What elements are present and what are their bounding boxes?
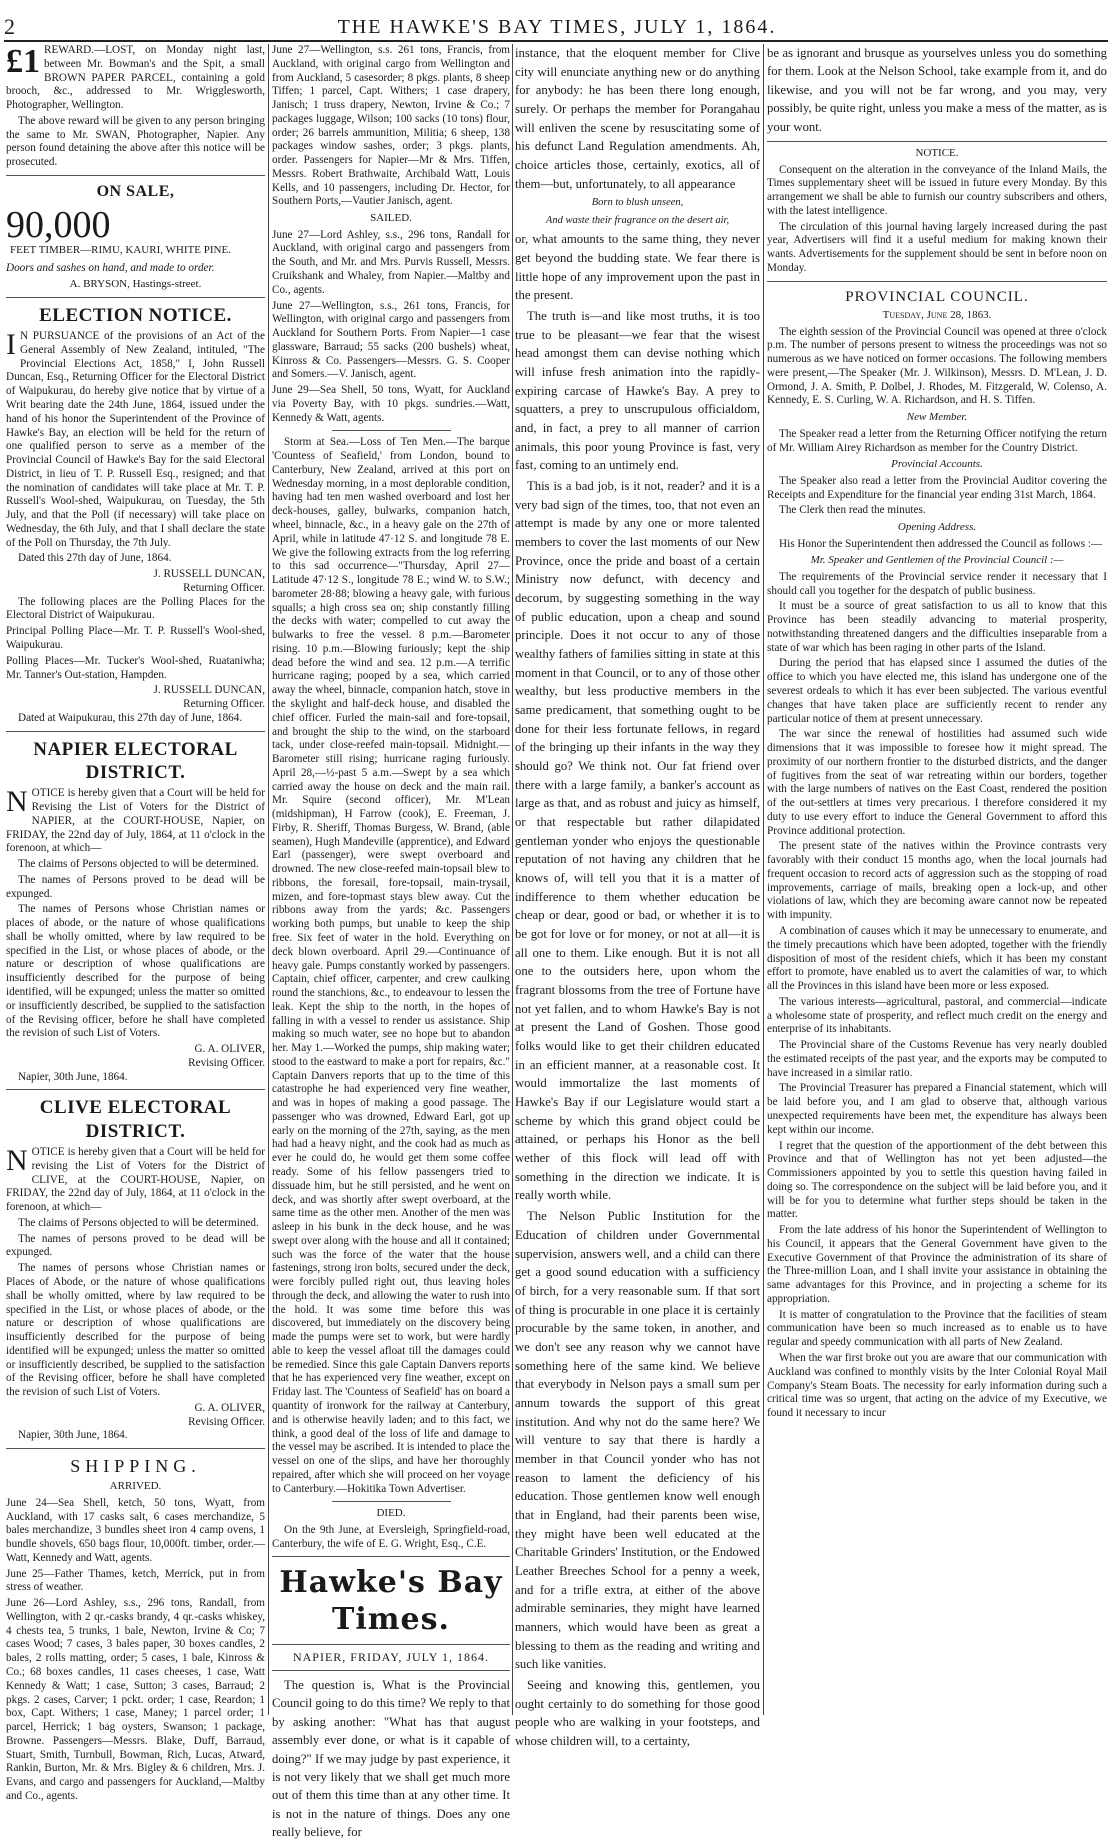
sailed-heading: SAILED.	[370, 212, 412, 225]
election-body-text: N PURSUANCE of the provisions of an Act of the General Assembly of New Zealand, intituled, "The Provincial Elections Act, 1858," I, John Russell Duncan, Esq., Returning Officer for the Electoral District of Waipukurau, do hereby give notice that by virtue of a Writ bearing date the 24th June, 1864, issued under the hand of his honor the Superintendent of the Province of Hawke's Bay, an election will be held for the return of one qualified person to serve as a member of the Provincial Council of Hawke's Bay for the said Electoral District, in lieu of T. P. Russell Esq., resigned; and that the nomination of candidates will take place at Mr. T. P. Russell's Wool-shed, Waipukurau, on Tuesday, the 5th July, and that the Poll (if necessary) will take place on Wednesday, the 6th July, and that I shall declare the state of the Poll on Thursday, the 7th July.	[6, 330, 265, 549]
clive-p3: The names of persons proved to be dead will be expunged.	[6, 1232, 265, 1259]
notice-text-2: The circulation of this journal having largely increased during the past year, Advertisers will find it a useful medium for making known their wants. Advertisements for the supplement should be sent in before noon on Monday.	[767, 220, 1107, 274]
editorial-dateline: NAPIER, FRIDAY, JULY 1, 1864.	[292, 1650, 490, 1665]
council-p: The requirements of the Provincial service render it necessary that I should call you together for the despatch of public business.	[767, 570, 1107, 597]
clive-signature: G. A. OLIVER,	[194, 1401, 265, 1414]
doors-text: Doors and sashes on hand, and made to order.	[6, 261, 215, 274]
election-signature: J. RUSSELL DUNCAN,	[153, 568, 265, 581]
divider	[6, 1089, 265, 1090]
died-notice: On the 9th June, at Eversleigh, Springfield-road, Canterbury, the wife of E. G. Wright, Esq., C.E.	[272, 1523, 510, 1550]
sailed-entry: June 27—Lord Ashley, s.s., 296 tons, Randall for Auckland, with original cargo and passengers from the South, and Mr. and Mrs. Purvis Russell, Messrs. Cruikshank and Whaley, from Napier.—Maltby and Co., agents.	[272, 228, 510, 296]
clive-p1-text: OTICE is hereby given that a Court will be held for revising the List of Voters for the District of CLIVE, at the COURT-HOUSE, Napier, on FRIDAY, the 22nd day of July, 1864, at 11 o'clock in the forenoon, at which—	[6, 1146, 265, 1214]
polling-places: Polling Places—Mr. Tucker's Wool-shed, Ruataniwha; Mr. Tanner's Out-station, Hampden.	[6, 654, 265, 681]
editorial-p1: instance, that the eloquent member for Clive city will enunciate anything new or do anything for anybody: he has been there long enough, surely. Or perhaps the member for Porangahau will enliven the scene by resuscitating some of his defunct Land Regulation amendments. Ah, choice articles those, certainly, exotics, all of them—but, unfortunately, to all appearance	[515, 46, 760, 191]
council-p: When the war first broke out you are aware that our communication with Auckland was confined to monthly visits by the Inter Colonial Royal Mail Company's Steam Boats. The necessity for early information during such a critical time was so urgent, that acting on the advice of my Executive, we found it necessary to incur	[767, 1351, 1107, 1420]
column-divider	[268, 44, 269, 1715]
shipping-entry: June 26—Lord Ashley, s.s., 296 tons, Randall, from Wellington, with 2 qr.-casks brandy, 4 qr.-casks whiskey, 4 chests tea, 5 trunks, 1 bale, Newton, Irvine & Co; 7 cases Wood; 7 cases, 3 bales paper, 30 boxes candles, 2 bales, 2 rolls matting, order; 5 cases, 1 bale, Kinross & Co.; 68 boxes candles, 11 cases cheeses, 1 case, Watt Kennedy & Watt; 1 case, Sutton; 3 cases, Barraud; 2 pkgs. 2 cases, Carver; 1 pckt. order; 1 case, Reardon; 1 box, Capt. Withers; 1 case, Maney; 1 parcel order; 1 parcel, Herrick; 1 bag oysters, Swanson; 1 package, Browne. Passengers—Messrs. Blake, Duff, Barraud, Stuart, Smith, Turnbull, Bowman, Rich, Lucas, Atward, Rankin, Burton, Mr. & Mrs. Bigley & 6 children, Mrs. J. Evans, and cargo and passengers for Auckland,—Maltby and Co., agents.	[6, 1597, 265, 1802]
editorial-p3: The truth is—and like most truths, it is too true to be pleasant—we fear that the wisest head amongst them can devise nothing which will infuse fresh animation into the rapidly-expiring carcase of Hawke's Bay. A prey to squatters, a prey to unscrupulous officialdom, and, in fact, a prey to all manner of carrion animals, this poor young Province is fast, very fast, coming to an untimely end.	[515, 308, 760, 473]
dropcap-n: N	[6, 1144, 28, 1178]
clive-p2: The claims of Persons objected to will be determined.	[18, 1216, 259, 1229]
napier-notice	[6, 738, 265, 1085]
council-p: The Provincial Treasurer has prepared a Financial statement, which will be laid before you, and I am glad to observe that, although various unexpected requirements have been met, the expenditure has always been kept within our income.	[767, 1082, 1107, 1136]
election-heading: ELECTION NOTICE.	[39, 304, 232, 326]
editorial-end: be as ignorant and brusque as yourselves unless you do something for them. Look at the Nelson School, take example from it, and do likewise, and you will not be far wrong, and you may, very possibly, be quite right, unless you make a mess of the matter, as is your wont.	[767, 46, 1107, 134]
council-salutation: Mr. Speaker and Gentlemen of the Provincial Council :—	[810, 554, 1064, 567]
column-4	[767, 44, 1107, 1715]
napier-p1-text: OTICE is hereby given that a Court will be held for Revising the List of Voters for the District of NAPIER, at the COURT-HOUSE, Napier, on FRIDAY, the 22nd day of July, 1864, at 11 o'clock in the forenoon, at which—	[6, 787, 265, 855]
divider	[767, 281, 1107, 282]
reward-text-2: The above reward will be given to any person bringing the same to Mr. SWAN, Photographer, Napier. Any person found detaining the above after this notice will be prosecuted.	[6, 114, 265, 169]
divider	[332, 430, 451, 431]
reward-text: REWARD.—LOST, on Monday night last, between Mr. Bowman's and the Spit, a small BROWN PAPER PARCEL, containing a gold brooch, &c., addressed to Mr. Wrigglesworth, Photographer, Wellington.	[6, 44, 265, 112]
council-p: His Honor the Superintendent then addressed the Council as follows :—	[779, 537, 1103, 550]
editorial-p5: The Nelson Public Institution for the Education of children under Governmental supervision, answers well, and a child can there get a good sound education with a sufficiency of birch, for a very reasonable sum. If that sort of thing is procurable in one place it is certainly procurable by the same token, in another, and we don't see any reason why we cannot have something here of the same kind. We believe that everybody in Nelson pays a small sum per annum towards the support of this great institution. And why not do the same here? We will venture to say that there is hardly a member in that Council yonder who has not reason to lament the deficiency of his education. Those gentlemen know well enough that in England, had their parents been wise, they might have been well educated at the Charitable Grinders' Institution, or the Endowed Leather Breeches School for a penny a week, and for a trifle extra, at either of the above admirable seminaries, they might have learned manners, which would have been as great a blessing to them as the reading and writing and such like vanities.	[515, 1209, 760, 1672]
council-subhead: Opening Address.	[897, 521, 977, 534]
newspaper-nameplate: Hawke's Bay Times.	[279, 1565, 503, 1638]
election-body	[6, 330, 265, 550]
council-p: The Speaker also read a letter from the Provincial Auditor covering the Receipts and Expenditure for the financial year ending 31st March, 1864.	[767, 474, 1107, 501]
seller-name: A. BRYSON, Hastings-street.	[69, 278, 202, 291]
on-sale-ad	[6, 182, 265, 292]
council-p: It is matter of congratulation to the Province that the facilities of steam communication have been so much increased as to enable us to have regular and speedy communication with all parts of New Zealand.	[767, 1308, 1107, 1349]
napier-p2: The claims of Persons objected to will be determined.	[18, 858, 259, 871]
divider	[6, 731, 265, 732]
clive-role: Revising Officer.	[188, 1415, 265, 1428]
timber-quantity: 90,000	[6, 203, 111, 246]
storm-article: Storm at Sea.—Loss of Ten Men.—The barque 'Countess of Seafield,' from London, bound to Canterbury, New Zealand, arrived at this port on Wednesday morning, in a most deplorable condition, having had ten men washed overboard and lost her deck-houses, galley, bulwarks, companion hatch, wheel, binnacle, &c., in a heavy gale on the 27th of April, while in latitude 47·12 S. and longitude 78 E. We give the following extracts from the log referring to this sad occurrence—"Thursday, April 27—Latitude 47·12 S., longitude 78 E.; wind W. to S.W.; barometer 28·88; blowing a heavy gale, with furious squalls; a high cross sea on; ship constantly filling the decks with water; compelled to cut away the bulwarks to free the vessel. 8 p.m.—Barometer rising. 10 p.m.—Blowing furiously; kept the ship dead before the wind and sea. 12 p.m.—A terrific hurricane raging; pooped by a sea, which carried away the wheel, binnacle, companion hatch, stove in the skylight and half-deck house, and disabled the chief officer. Furled the main-sail and fore-topsail, and brought the ship to the wind, on the starboard tack, under close-reefed main-topsail. Midnight.—Barometer still rising; hurricane raging furiously. April 28,—½-past 5 a.m.—Swept by a sea which carried away the house on deck and the main rail. Mr. Squire (second officer), Mr. M'Lean (midshipman), H Farrow (cook), E. Freeman, J. Firby, R. Sheriff, Thomas Burgess, W. Brand, (able seamen), Hugh Mandeville (apprentice), and Edward Earl (passenger), were swept overboard and drowned. The new close-reefed main-topsail blew to ribbons, the foresail, fore-topsail, main-trysail, mizen, and fore-topmast stays blew away. Cut the ribbons away from the yards; &c. Passengers working both pumps, but unable to keep the ship free. Six feet of water in the hold. Everything on deck blown overboard. April 29.—Continuance of heavy gale. Pumps constantly worked by passengers. Captain, chief officer, carpenter, and crew caulking round the stanchions, &c., to endeavour to lessen the leak. Kept the ship to the north, in the hopes of falling in with a vessel to render us assistance. Ship making so much water, see no hope but to abandon her. May 1.—Worked the pumps, ship making water; stood to the eastward to make a port for repairs, &c." Captain Danvers reports that up to the time of this catastrophe he had experienced very fine weather, and was in hopes of making a good passage. The passenger who was drowned, Edward Earl, got up early on the morning of the 27th, saying, as the men had had a heavy night, and the cook had as much as ever he could do, he would get them some coffee ready. Some of his fellow passengers tried to dissuade him, but he still persisted, and he went on deck, and was shortly after swept overboard, at the same time as the other men. Another of the men was asleep in his bunk in the deck house, and he was swept over along with the house and all it contained; such was the force of the water that the house fastenings, strong iron bolts, secured under the deck, were forcibly pulled right out, thus leaving holes through the deck, and allowing the water to rush into the hold. It was some time before this was discovered, but immediately on the discovery being made the pumps were set to work, but were hardly able to keep the vessel afloat till the damages could be remedied. Since this gale Captain Danvers reports that he has experienced very fine weather, except on Friday last. The 'Countess of Seafield' has on board a quantity of ironwork for the railway at Canterbury, and is otherwise heavily laden; and to this fact, we think, a good deal of the loss of life and damage to the vessel may be ascribed. It is intended to place the vessel on one of the slips, and have her thoroughly repaired, after which she will proceed on her voyage to Canterbury.—Hokitika Town Advertiser.	[272, 436, 510, 1495]
council-p: From the late address of his honor the Superintendent of Wellington to his Council, it appears that the General Government have given to the Executive Government of that Province the administration of its share of the Three-million Loan, and I shall invite your assistance in obtaining the same advantages for this Province, and in projecting a scheme for its appropriation.	[767, 1224, 1107, 1305]
napier-signature: G. A. OLIVER,	[194, 1043, 265, 1056]
divider	[6, 175, 265, 176]
election-dated-2: Dated at Waipukurau, this 27th day of June, 1864.	[18, 711, 243, 724]
napier-p4: The names of Persons whose Christian names or places of abode, or the nature of whose qualifications shall be wholly omitted, where by law required to be specified in the List, or whose places of abode, or the nature or description of whose qualifications are insufficiently described for the purpose of being identified, will be expunged; unless the matter so omitted or insufficiently described, be supplied to the satisfaction of the Revising officer, before he shall have completed the revision of such List of Voters.	[6, 903, 265, 1040]
council-p: The war since the renewal of hostilities had assumed such wide dimensions that it was impossible to foresee how it might spread. The proximity of our northern frontier to the disturbed districts, and the danger of fugitives from the seat of war retreating within our borders, together with the large numbers of natives on the East Coast, rendered the position of the out-settlers at times very precarious. I therefore considered it my duty to use every effort to induce the General Government to afford this Province additional protection.	[767, 728, 1107, 837]
column-3	[515, 44, 760, 1748]
council-subhead: Provincial Accounts.	[891, 458, 983, 471]
shipping-entry: June 24—Sea Shell, ketch, 50 tons, Wyatt, from Auckland, with 17 casks salt, 6 cases merchandize, 5 bales merchandize, 3 bundles sheet iron 4 camp ovens, 1 bundle shovels, 650 bags flour, 10,000ft. timber, order.—Watt, Kennedy and Watt, agents.	[6, 1496, 265, 1564]
column-1	[6, 43, 265, 1802]
napier-date: Napier, 30th June, 1864.	[18, 1070, 128, 1083]
editorial-p2: or, what amounts to the same thing, they never get beyond the budding state. We fear there is little hope of any improvement upon the past in the present.	[515, 232, 760, 303]
divider	[767, 141, 1107, 142]
clive-date: Napier, 30th June, 1864.	[18, 1429, 128, 1442]
council-heading: PROVINCIAL COUNCIL.	[845, 288, 1029, 305]
editorial-p4: This is a bad job, is it not, reader? and it is a very bad sign of the times, too, that not even an attempt is made by any one or more talented members to cover the last moments of our New Province, once the pride and boast of a certain Ministry now defunct, with decency and decorum, by suggesting something in the way of public education, upon a cheap and sound principle. Does it not occur to any of those wealthy fathers of families sitting in state at this moment in that Council, or to any of those other wealthy, but less productive members in the same predicament, that something ought to be done for their less fortunate fellows, in regard of the bringing up their infants in the way they should go? We think not. Our fat friend over there with a large family, a banker's account as large as that, and as robust and juicy as himself, or that respectable but rather dilapidated gentleman yonder who enjoys the questionable reputation of not having any children that he knows of, will tell you that it is a matter of indifference to them whether education be cheap or dear, good or bad, or whether it is to be got for love or for money, or not at all—it is all one to them. Like enough. But it is not all one to the outsiders here, upon whom the fragrant blossoms from the tree of Fortune have not yet fallen, and to whom Hawke's Bay is not at present the Land of Goshen. Those good folks would like to get their children educated in an efficient manner, at a reasonable cost. It would immortalize the last moments of Hawke's Bay if our Legislature would start a scheme by which this grand object could be attained, or perhaps his Honor as the bell wether of this flock will lead off with something in the direction we indicate. It is really worth while.	[515, 478, 760, 1203]
died-heading: DIED.	[376, 1507, 406, 1520]
timber-row	[6, 203, 265, 258]
council-date: Tuesday, June 28, 1863.	[882, 309, 992, 322]
sailed-entry: June 27—Wellington, s.s., 261 tons, Francis, for Wellington, with original cargo and passengers from Auckland for Southern Ports. From Napier—1 case glassware, Barraud; 55 sacks (200 bushels) wheat, Kinross & Co. Passengers—Messrs. G. S. Cooper and Somers.—V. Janisch, agent.	[272, 299, 510, 381]
clive-notice	[6, 1096, 265, 1443]
council-subhead: New Member.	[906, 411, 968, 424]
election-role-2: Returning Officer.	[183, 698, 265, 711]
reward-ad	[6, 44, 265, 170]
dropcap-i: I	[6, 328, 16, 362]
polling-intro: The following places are the Polling Places for the Electoral District of Waipukurau.	[6, 595, 265, 622]
napier-heading: NAPIER ELECTORAL DISTRICT.	[33, 738, 238, 783]
divider	[272, 1670, 510, 1671]
election-notice	[6, 304, 265, 726]
shipping-entry: June 27—Wellington, s.s. 261 tons, Francis, from Auckland, with original cargo from Wellington and from Auckland, 5 casesorder; 8 pkgs. plants, 8 sheep Tiffen; 1 parcel, Capt. Withers; 1 case drapery, Janisch; 1 truss drapery, Newton, Irvine & Co.; 7 packages luggage, Wilson; 100 sacks (10 tons) flour, order; 26 barrels ammunition, Militia; 6 sheep, 138 packages window sashes, order; 3 pkgs. plants, order. Passengers for Napier—Mr & Mrs. Tiffen, Messrs. Robert Brathwaite, Archibald Watt, Louis Kells, and 10 passengers, including Dr. Hector, for Southern Ports,—Vautier Janisch, agent.	[272, 44, 510, 208]
on-sale-heading: ON SALE,	[96, 182, 175, 200]
column-2	[272, 44, 511, 1840]
council-p: It must be a source of great satisfaction to us all to know that this Province has been steadily advancing to material prosperity, notwithstanding threatened dangers and the difficulties inseparable from a state of war which has been raging in other parts of the Island.	[767, 600, 1107, 654]
shipping-entry: June 25—Father Thames, ketch, Merrick, put in from stress of weather.	[6, 1567, 265, 1594]
reward-amount: £1	[6, 43, 40, 80]
council-p: The Clerk then read the minutes.	[779, 504, 926, 517]
timber-types: FEET TIMBER—RIMU, KAURI, WHITE PINE.	[10, 243, 231, 256]
notice-text-1: Consequent on the alteration in the conveyance of the Inland Mails, the Times supplementary sheet will be issued in future every Monday. By this arrangement we shall be able to furnish our country subscribers and others, with the latest intelligence.	[767, 163, 1107, 217]
page-number: 2	[4, 14, 15, 39]
council-p: The various interests—agricultural, pastoral, and commercial—indicate a wholesome state of prosperity, and reflect much credit on the energy and enterprise of its inhabitants.	[767, 995, 1107, 1036]
council-p: The eighth session of the Provincial Council was opened at three o'clock p.m. The number of persons present to witness the proceedings was not so numerous as we have noticed on former occasions. The following members were present,—The Speaker (Mr. J. Wilkinson), Messrs. D. M'Lean, J. D. Ormond, J. A. Smith, P. Dolbel, J. Rhodes, M. Fitzgerald, W. Colenso, A. Kennedy, E. S. Curling, W. A. Richardson, and H. S. Tiffen.	[767, 325, 1107, 407]
council-p: The Speaker read a letter from the Returning Officer notifying the return of Mr. William Airey Richardson as member for the Country District.	[767, 427, 1107, 454]
council-p: The present state of the natives within the Province contrasts very favorably with their conduct 15 months ago, when the local journals had frequent occasion to record acts of aggression such as the stopping of road improvements, carriage of mails, breaking open a lock-up, and other violations of law, which they are becoming aware cannot now be repeated with impunity.	[767, 840, 1107, 922]
clive-p4: The names of persons whose Christian names or Places of Abode, or the nature of whose qualifications shall be wholly omitted, where by law required to be specified in the List, or whose places of abode, or the nature or description of whose qualifications are insufficiently described for the purpose of being identified will be expunged; unless the matter so omitted or insufficiently described, be supplied to the satisfaction of the Revising officer, before he shall have completed the revision of such List of Voters.	[6, 1262, 265, 1399]
editorial-start: The question is, What is the Provincial Council going to do this time? We reply to that by asking another: "What has that august assembly ever done, or what is it capable of doing?" If we may judge by past experience, it is not very likely that we shall get much more out of them this time than at any other time. It is not in the nature of things. Does any one really believe, for	[272, 1677, 511, 1840]
shipping-heading: SHIPPING.	[70, 1456, 201, 1477]
clive-heading: CLIVE ELECTORAL DISTRICT.	[39, 1097, 232, 1142]
dropcap-n: N	[6, 785, 28, 819]
napier-role: Revising Officer.	[188, 1056, 265, 1069]
napier-p1	[6, 787, 265, 856]
election-signature-2: J. RUSSELL DUNCAN,	[153, 684, 265, 697]
shipping-section	[6, 1455, 265, 1803]
divider	[332, 1501, 451, 1502]
editorial-p6: Seeing and knowing this, gentlemen, you ought certainly to do something for those good people who are walking in your footsteps, and whose children will, to a certainty,	[515, 1677, 760, 1748]
column-divider	[763, 44, 764, 1715]
election-dated: Dated this 27th day of June, 1864.	[18, 552, 172, 565]
divider	[6, 297, 265, 298]
masthead	[0, 12, 1114, 40]
council-p: A combination of causes which it may be unnecessary to enumerate, and the timely precautions which have been adopted, together with the friendly disposition of most of the resident chiefs, which it has been my constant effort to promote, have enabled us to avert the calamities of war, to which all the Provinces in this island have been more or less exposed.	[767, 925, 1107, 993]
page-title: THE HAWKE'S BAY TIMES, JULY 1, 1864.	[337, 16, 777, 38]
election-role: Returning Officer.	[183, 581, 265, 594]
council-p: I regret that the question of the apportionment of the debt between this Province and that of Wellington has not yet been adjusted—the Commissioners appointed by you to settle this question having failed in doing so. The correspondence on the subject will be laid before you, and it will be for you to determine what further steps should be taken in the matter.	[767, 1139, 1107, 1221]
council-p: The Provincial share of the Customs Revenue has very nearly doubled the estimated receipts of the past year, and the exports may be computed to have increased in a similar ratio.	[767, 1039, 1107, 1079]
council-p: During the period that has elapsed since I assumed the duties of the office to which you have elected me, this island has undergone one of the severest ordeals to which it has ever been subjected. The various eventful changes that have taken place are sufficiently recent to render any particular notice of them at present unnecessary.	[767, 657, 1107, 725]
divider	[272, 1644, 510, 1645]
principal-polling: Principal Polling Place—Mr. T. P. Russell's Wool-shed, Waipukurau.	[6, 625, 265, 651]
napier-p3: The names of Persons proved to be dead will be expunged.	[6, 873, 265, 900]
arrived-heading: ARRIVED.	[109, 1480, 162, 1493]
divider	[6, 1448, 265, 1449]
sailed-entry: June 29—Sea Shell, 50 tons, Wyatt, for Auckland via Poverty Bay, with 10 pkgs. sundries.—Watt, Kennedy & Watt, agents.	[272, 384, 510, 424]
clive-p1	[6, 1146, 265, 1215]
column-divider	[512, 44, 513, 1715]
poem-line-2: And waste their fragrance on the desert air,	[545, 214, 730, 226]
top-rule	[4, 40, 1108, 42]
notice-heading: NOTICE.	[915, 147, 959, 160]
poem-line-1: Born to blush unseen,	[591, 197, 684, 209]
divider	[272, 1556, 510, 1557]
